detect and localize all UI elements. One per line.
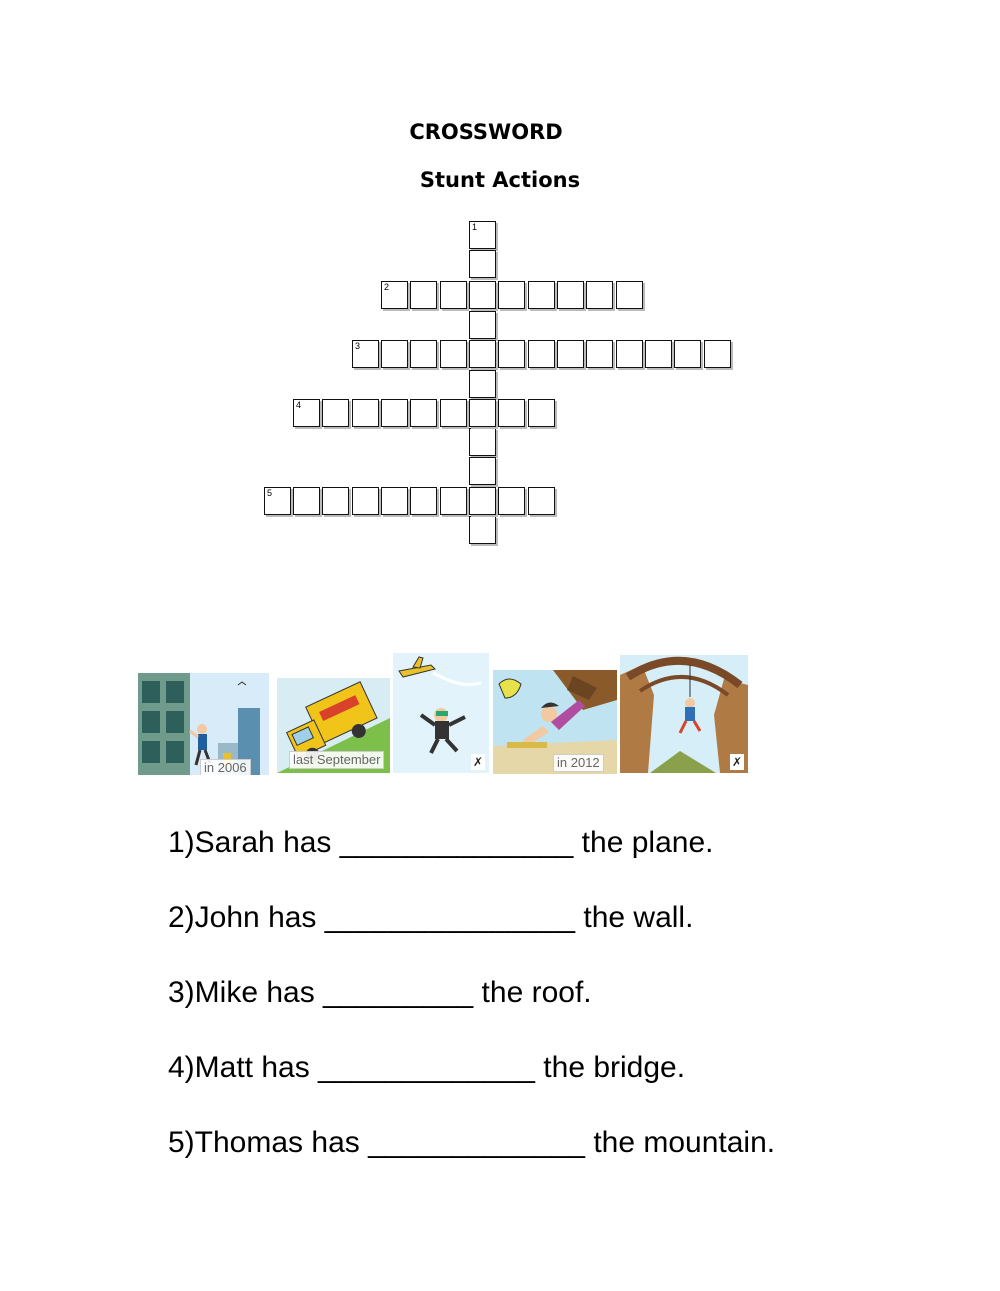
crossword-cell[interactable] xyxy=(674,340,701,368)
crossword-cell[interactable] xyxy=(293,399,320,427)
crossword-cell[interactable] xyxy=(528,281,555,309)
sentence-5: 5)Thomas has _____________ the mountain. xyxy=(168,1126,776,1159)
crossword-cell[interactable] xyxy=(322,487,349,515)
crossword-cell[interactable] xyxy=(469,457,496,485)
picture-climbing-building xyxy=(138,673,269,775)
crossword-cell[interactable] xyxy=(557,281,584,309)
crossword-cell[interactable] xyxy=(440,399,467,427)
crossword-cell[interactable] xyxy=(440,281,467,309)
bridge-jump-illustration xyxy=(620,655,748,773)
crossword-cell[interactable] xyxy=(322,399,349,427)
crossword-cell[interactable] xyxy=(469,250,496,278)
crossword-cell[interactable] xyxy=(616,281,643,309)
picture-caption: ✗ xyxy=(731,755,743,769)
picture-truck xyxy=(277,678,390,773)
crossword-cell[interactable] xyxy=(557,340,584,368)
clue-number: 3 xyxy=(355,341,361,351)
crossword-cell[interactable] xyxy=(381,399,408,427)
crossword-cell[interactable] xyxy=(528,399,555,427)
crossword-cell[interactable] xyxy=(410,399,437,427)
picture-bridge-jump xyxy=(620,655,748,773)
crossword-cell[interactable] xyxy=(381,487,408,515)
crossword-cell[interactable] xyxy=(440,487,467,515)
crossword-cell[interactable] xyxy=(352,487,379,515)
crossword-cell[interactable] xyxy=(293,487,320,515)
crossword-cell[interactable] xyxy=(498,340,525,368)
picture-roof-fall xyxy=(493,670,617,774)
picture-caption: in 2012 xyxy=(553,754,604,772)
picture-caption: last September xyxy=(289,751,384,769)
picture-plane-jump xyxy=(393,653,489,773)
clue-number: 1 xyxy=(472,222,478,232)
crossword-cell[interactable] xyxy=(469,516,496,544)
picture-caption: in 2006 xyxy=(200,759,251,775)
crossword-cell[interactable] xyxy=(469,487,496,515)
crossword-cell[interactable] xyxy=(498,281,525,309)
crossword-cell[interactable] xyxy=(616,340,643,368)
crossword-cell[interactable] xyxy=(469,221,496,249)
worksheet-subtitle: Stunt Actions xyxy=(419,168,581,192)
crossword-cell[interactable] xyxy=(352,399,379,427)
crossword-cell[interactable] xyxy=(381,340,408,368)
clue-number: 4 xyxy=(296,400,302,410)
crossword-cell[interactable] xyxy=(264,487,291,515)
crossword-cell[interactable] xyxy=(586,340,613,368)
crossword-cell[interactable] xyxy=(352,340,379,368)
worksheet-title: CROSSWORD xyxy=(409,120,563,144)
crossword-cell[interactable] xyxy=(440,340,467,368)
picture-caption: ✗ xyxy=(472,755,484,769)
crossword-cell[interactable] xyxy=(410,340,437,368)
crossword-cell[interactable] xyxy=(469,311,496,339)
crossword-cell[interactable] xyxy=(381,281,408,309)
crossword-cell[interactable] xyxy=(704,340,731,368)
crossword-cell[interactable] xyxy=(410,281,437,309)
sentence-2: 2)John has _______________ the wall. xyxy=(168,901,694,934)
crossword-cell[interactable] xyxy=(469,281,496,309)
crossword-cell[interactable] xyxy=(469,340,496,368)
crossword-cell[interactable] xyxy=(586,281,613,309)
crossword-cell[interactable] xyxy=(469,370,496,398)
clue-number: 5 xyxy=(267,488,273,498)
crossword-cell[interactable] xyxy=(498,487,525,515)
crossword-cell[interactable] xyxy=(469,428,496,456)
crossword-cell[interactable] xyxy=(410,487,437,515)
sentence-3: 3)Mike has _________ the roof. xyxy=(168,976,592,1009)
sentence-4: 4)Matt has _____________ the bridge. xyxy=(168,1051,686,1084)
crossword-cell[interactable] xyxy=(469,399,496,427)
crossword-cell[interactable] xyxy=(498,399,525,427)
crossword-cell[interactable] xyxy=(645,340,672,368)
clue-number: 2 xyxy=(384,282,390,292)
crossword-cell[interactable] xyxy=(528,340,555,368)
sentence-1: 1)Sarah has ______________ the plane. xyxy=(168,826,714,859)
crossword-cell[interactable] xyxy=(528,487,555,515)
